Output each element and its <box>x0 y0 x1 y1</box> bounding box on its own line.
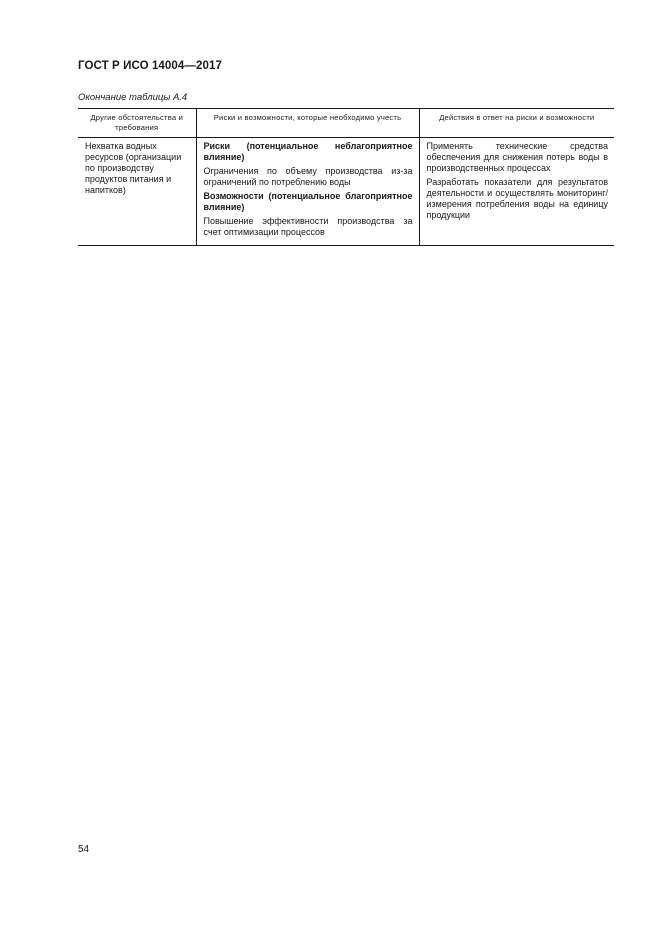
condition-cell <box>78 138 196 246</box>
requirements-table <box>78 108 614 246</box>
document-header: ГОСТ Р ИСО 14004—2017 <box>78 60 223 72</box>
table-header-row <box>78 109 614 138</box>
actions-cell <box>419 138 614 246</box>
action-item-2: Разработать показатели для результатов деятельности и осуществлять мониторинг/измерения потребления воды на единицу продукции <box>426 177 608 220</box>
opportunities-heading: Возможности (потенциальное благоприятное влияние) <box>203 191 413 212</box>
action-item-1: Применять технические средства обеспечения для снижения потерь воды в производственных процессах <box>426 141 608 173</box>
table-body <box>78 138 614 246</box>
page-number: 54 <box>78 844 90 855</box>
risks-text: Ограничения по объему производства из-за ограничений по потреблению воды <box>203 166 413 187</box>
table-row <box>78 138 614 246</box>
column-header-conditions: Другие обстоятельства и требования <box>78 109 196 138</box>
table-header <box>78 109 614 138</box>
table-caption: Окончание таблицы А.4 <box>78 92 188 103</box>
risks-cell <box>196 138 419 246</box>
opportunities-text: Повышение эффективности производства за счет оптимизации процессов <box>203 216 413 237</box>
column-header-risks: Риски и возможности, которые необходимо учесть <box>196 109 419 138</box>
condition-text: Нехватка водных ресурсов (организации по производству продуктов питания и напитков) <box>85 141 182 195</box>
column-header-actions: Действия в ответ на риски и возможности <box>419 109 614 138</box>
risks-heading: Риски (потенциальное неблагоприятное влияние) <box>203 141 413 162</box>
